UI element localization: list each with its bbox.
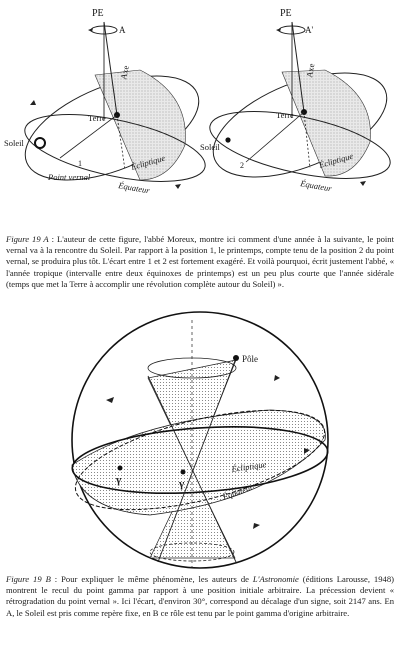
figure-19b-diagram (0, 300, 400, 572)
caption-19b-label: Figure 19 B (6, 574, 51, 584)
caption-figure-19b (6, 574, 394, 619)
caption-19b-text-post: (éditions Larousse, 1948) montrent le recul du point gamma par rapport à une position initiale arbitraire. La précession devient « rétrogradation du point vernal ». Ici l'écart, d'environ 30°, correspond au décalage d'un signe, soit 2147 ans. En A, le Soleil est pris comme repère fixe, en B ce rôle est tenu par le point gamma d'origine arbitraire. (6, 574, 394, 618)
label-terre-left: Terre (88, 113, 106, 123)
label-gamma-1: γ (116, 474, 122, 486)
label-gamma-2: γ (179, 478, 185, 490)
equator-plane (72, 410, 325, 515)
label-position-2: 2 (240, 161, 244, 170)
label-soleil-right: Soleil (200, 142, 220, 152)
label-ecliptique-b: Écliptique (230, 459, 267, 474)
label-soleil-left: Soleil (4, 138, 24, 148)
label-equateur-b: Équateur (221, 481, 255, 502)
label-pe-right: PE (280, 8, 292, 19)
label-point-vernal: Point vernal (48, 172, 91, 182)
label-ecliptique-right: Écliptique (317, 150, 355, 170)
pole-dot (233, 355, 239, 361)
caption-19a-label: Figure 19 A (6, 234, 49, 244)
label-a-left: A (119, 25, 126, 35)
caption-19b-text-pre: : Pour expliquer le même phénomène, les auteurs de (50, 574, 253, 584)
label-position-1: 1 (78, 159, 82, 168)
label-equateur-right: Équateur (299, 178, 333, 194)
caption-19a-text: : L'auteur de cette figure, l'abbé Moreux, montre ici comment d'une année à la suivante, le point vernal va à la rencontre du Soleil. Par rapport à la position 1, le printemps, compte tenu de la position 2 du point vernal, se produira plus tôt. L'écart entre 1 et 2 est fortement exagéré. Et voilà pourquoi, écrit justement l'abbé, « l'année tropique (intervalle entre deux équinoxes de printemps) est un peu plus courte que l'année sidérale (temps que met la Terre à accomplir une révolution complète autour du Soleil) ». (6, 234, 394, 289)
caption-figure-19a (6, 234, 394, 290)
sun-left (35, 138, 45, 148)
label-axe-left: Axe (118, 64, 131, 81)
caption-19b-book-title: L'Astronomie (252, 574, 299, 584)
label-a-prime: A' (305, 25, 314, 35)
diagram-right (199, 8, 400, 198)
label-pe-left: PE (92, 8, 104, 19)
label-terre-right: Terre (276, 110, 294, 120)
figure-19a-diagram (0, 0, 400, 232)
label-axe-right: Axe (304, 62, 317, 79)
sun-right (225, 137, 230, 142)
label-equateur-left: Équateur (117, 180, 151, 196)
label-pole: Pôle (242, 354, 259, 364)
label-ecliptique-left: Écliptique (129, 152, 167, 172)
diagram-left (4, 8, 213, 201)
